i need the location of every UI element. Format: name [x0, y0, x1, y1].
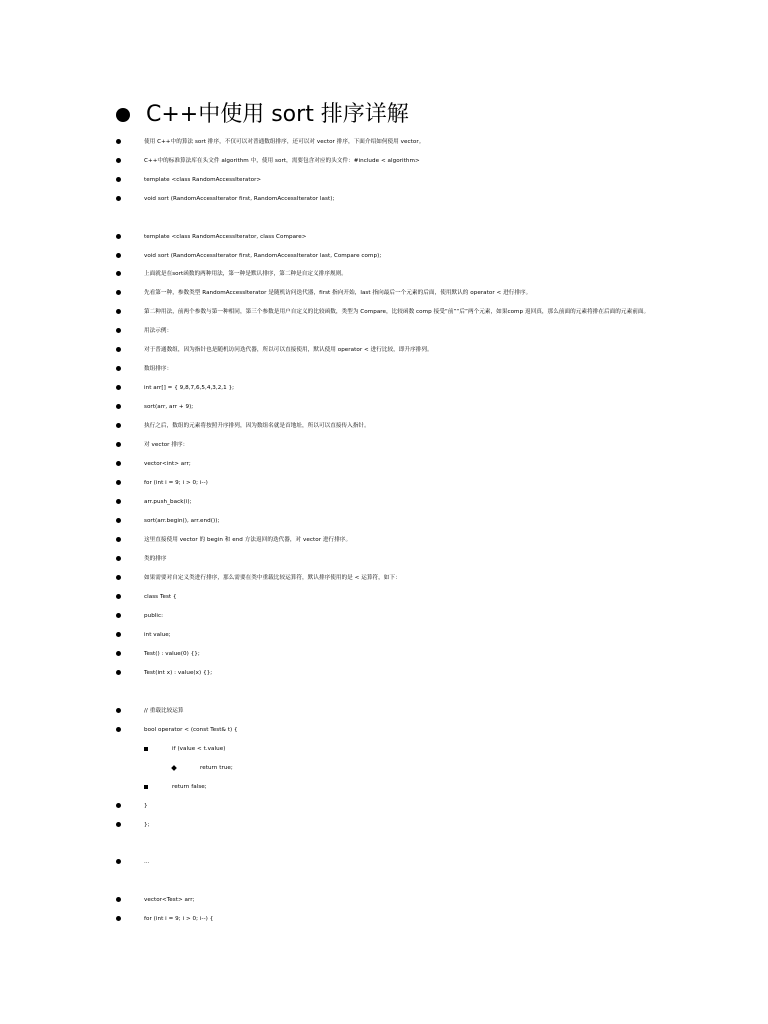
list-item	[0, 155, 768, 167]
bullet-disc-icon	[116, 708, 121, 713]
bullet-disc-icon	[116, 594, 121, 599]
bullet-disc-icon	[116, 347, 121, 352]
list-item-text: 类的排序	[144, 556, 167, 562]
list-item-text: 对于普通数组，因为指针也是随机访问迭代器，所以可以直接使用，默认使用 operator < 进行比较，即升序排列。	[144, 347, 433, 353]
bullet-disc-icon	[116, 897, 121, 902]
bullet-disc-icon	[116, 537, 121, 542]
title-bullet-icon	[116, 108, 130, 122]
list-item-text: bool operator < (const Test& t) {	[144, 727, 238, 733]
bullet-square-icon	[144, 747, 148, 751]
list-item-text: template <class RandomAccessIterator>	[144, 177, 262, 183]
list-item	[0, 136, 768, 148]
bullet-disc-icon	[116, 859, 121, 864]
title-row	[116, 100, 409, 130]
list-item	[0, 648, 768, 660]
list-item	[0, 439, 768, 451]
list-item-text: 用法示例：	[144, 328, 173, 334]
list-item	[0, 325, 768, 337]
list-item-text: };	[144, 822, 150, 828]
list-item	[0, 534, 768, 546]
list-item	[0, 401, 768, 413]
bullet-disc-icon	[116, 271, 121, 276]
list-item	[0, 894, 768, 906]
list-item	[0, 610, 768, 622]
list-item	[0, 306, 768, 318]
list-item	[0, 344, 768, 356]
list-item-text: Test() : value(0) {};	[144, 651, 200, 657]
list-item	[0, 287, 768, 299]
bullet-disc-icon	[116, 158, 121, 163]
list-item-text: for (int i = 9; i > 0; i--)	[144, 480, 208, 486]
list-item	[0, 363, 768, 375]
bullet-disc-icon	[116, 423, 121, 428]
bullet-disc-icon	[116, 632, 121, 637]
bullet-disc-icon	[116, 575, 121, 580]
list-item-text: class Test {	[144, 594, 177, 600]
bullet-disc-icon	[116, 139, 121, 144]
list-item	[0, 819, 768, 831]
bullet-disc-icon	[116, 234, 121, 239]
list-item-text: sort(arr.begin(), arr.end());	[144, 518, 220, 524]
list-item	[0, 781, 768, 793]
bullet-disc-icon	[116, 916, 121, 921]
list-item-text: int arr[] = { 9,8,7,6,5,4,3,2,1 };	[144, 385, 235, 391]
list-item	[0, 800, 768, 812]
list-item	[0, 762, 768, 774]
list-item-text: sort(arr, arr + 9);	[144, 404, 194, 410]
bullet-disc-icon	[116, 461, 121, 466]
list-item	[0, 591, 768, 603]
list-item	[0, 174, 768, 186]
list-item-text: for (int i = 9; i > 0; i--) {	[144, 916, 214, 922]
bullet-disc-icon	[116, 309, 121, 314]
list-item-text: 上面就是在sort函数的两种用法，第一种是默认排序，第二种是自定义排序规则。	[144, 271, 347, 277]
list-item	[0, 553, 768, 565]
bullet-disc-icon	[116, 328, 121, 333]
list-item	[0, 724, 768, 736]
list-item-text: Test(int x) : value(x) {};	[144, 670, 213, 676]
bullet-disc-icon	[116, 651, 121, 656]
bullet-disc-icon	[116, 822, 121, 827]
bullet-disc-icon	[116, 556, 121, 561]
bullet-disc-icon	[116, 803, 121, 808]
list-item-text: 第二种用法，前两个参数与第一种相同，第三个参数是用户自定义的比较函数，类型为 Compare，比较函数 comp 接受“前”“后”两个元素，如果comp 返回真，那么前面的元素将排在后面的元素前面。	[144, 309, 650, 315]
bullet-disc-icon	[116, 518, 121, 523]
list-item-text: return false;	[172, 784, 207, 790]
list-item	[0, 629, 768, 641]
list-item	[0, 572, 768, 584]
bullet-disc-icon	[116, 442, 121, 447]
bullet-disc-icon	[116, 177, 121, 182]
list-item-text: return true;	[200, 765, 233, 771]
list-item-text: 数组排序：	[144, 366, 173, 372]
list-item-text: void sort (RandomAccessIterator first, RandomAccessIterator last);	[144, 196, 335, 202]
list-item	[0, 743, 768, 755]
list-item-text: template <class RandomAccessIterator, class Compare>	[144, 234, 307, 240]
list-item	[0, 913, 768, 925]
list-item-text: arr.push_back(i);	[144, 499, 192, 505]
list-item-text: 对 vector 排序：	[144, 442, 189, 448]
list-item-text: int value;	[144, 632, 171, 638]
list-item-text: 执行之后，数组的元素将按照升序排列，因为数组名就是首地址，所以可以直接传入指针。	[144, 423, 370, 429]
list-item	[0, 268, 768, 280]
list-item	[0, 231, 768, 243]
bullet-disc-icon	[116, 670, 121, 675]
list-item-text: public:	[144, 613, 164, 619]
list-item	[0, 856, 768, 868]
bullet-disc-icon	[116, 290, 121, 295]
list-item-text: C++中的标准算法库在头文件 algorithm 中，使用 sort，需要包含对应的头文件：#include < algorithm>	[144, 158, 420, 164]
bullet-disc-icon	[116, 499, 121, 504]
bullet-diamond-icon	[171, 765, 177, 771]
list-item-text: vector<Test> arr;	[144, 897, 195, 903]
list-item-text: void sort (RandomAccessIterator first, RandomAccessIterator last, Compare comp);	[144, 253, 382, 259]
list-item	[0, 496, 768, 508]
list-item	[0, 458, 768, 470]
list-item	[0, 420, 768, 432]
bullet-disc-icon	[116, 404, 121, 409]
list-item-text: }	[144, 803, 148, 809]
bullet-disc-icon	[116, 480, 121, 485]
bullet-disc-icon	[116, 385, 121, 390]
list-item-text: 这里直接使用 vector 的 begin 和 end 方法返回的迭代器，对 vector 进行排序。	[144, 537, 352, 543]
list-item	[0, 477, 768, 489]
bullet-disc-icon	[116, 727, 121, 732]
list-item-text: 使用 C++中的算法 sort 排序，不仅可以对普通数组排序，还可以对 vector 排序，下面介绍如何使用 vector。	[144, 139, 425, 145]
bullet-disc-icon	[116, 253, 121, 258]
bullet-disc-icon	[116, 613, 121, 618]
list-item	[0, 382, 768, 394]
list-item-text: 如果需要对自定义类进行排序，那么需要在类中重载比较运算符，默认排序使用的是 < 运算符，如下：	[144, 575, 401, 581]
list-item-text: vector<int> arr;	[144, 461, 191, 467]
list-item-text: 先看第一种，参数类型 RandomAccessIterator 是随机访问迭代器，first 指向开始，last 指向最后一个元素的后面，使用默认的 operator < 进行排序。	[144, 290, 532, 296]
list-item	[0, 705, 768, 717]
list-item-text: if (value < t.value)	[172, 746, 226, 752]
bullet-disc-icon	[116, 196, 121, 201]
list-item	[0, 250, 768, 262]
list-item	[0, 193, 768, 205]
bullet-square-icon	[144, 785, 148, 789]
list-item	[0, 515, 768, 527]
bullet-disc-icon	[116, 366, 121, 371]
list-item	[0, 667, 768, 679]
document-title: C++中使用 sort 排序详解	[146, 102, 409, 127]
list-item-text: // 重载比较运算	[144, 708, 184, 714]
list-item-text: ...	[144, 859, 150, 865]
